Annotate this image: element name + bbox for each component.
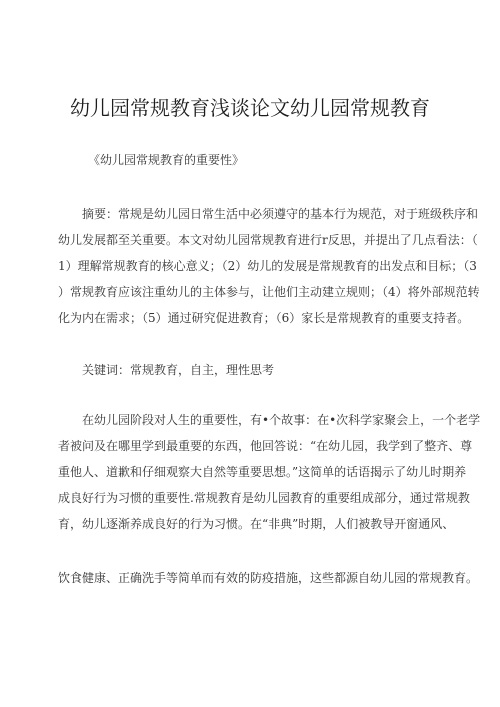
- keywords-line: 关键词：常规教育，自主，理性思考: [82, 363, 275, 377]
- abstract-line: ）常规教育应该注重幼儿的主体参与，让他们主动建立规则；（4）将外部规范转: [58, 285, 480, 299]
- body-paragraph-continued: 饮食健康、正确洗手等简单而有效的防疫措施，这些都源自幼儿园的常规教育。: [58, 571, 479, 585]
- document-subtitle: 《幼儿园常规教育的重要性》: [88, 153, 245, 167]
- abstract-line: 1）理解常规教育的核心意义；（2）幼儿的发展是常规教育的出发点和目标；（3: [58, 259, 477, 273]
- abstract-line: 化为内在需求；（5）通过研究促进教育；（6）家长是常规教育的重要支持者。: [58, 311, 470, 325]
- abstract-paragraph: [58, 201, 480, 331]
- body-line: 在幼儿园阶段对人生的重要性，有•个故事：在•次科学家聚会上，一个老学: [58, 413, 481, 427]
- body-line: 重他人、道歉和仔细观察大自然等重要思想。”这简单的话语揭示了幼儿时期养: [58, 465, 467, 479]
- document-title: 幼儿园常规教育浅谈论文幼儿园常规教育: [70, 96, 430, 120]
- body-paragraph: [58, 407, 481, 537]
- abstract-line: 幼儿发展都至关重要。本文对幼儿园常规教育进行r反思，并提出了几点看法：（: [58, 233, 478, 247]
- body-line: 者被问及在哪里学到最重要的东西，他回答说：“在幼儿园，我学到了整齐、尊: [58, 439, 473, 453]
- body-line: 育，幼儿逐渐养成良好的行为习惯。在“非典”时期，人们被教导开窗通风、: [58, 517, 455, 531]
- body-line: 成良好行为习惯的重要性.常规教育是幼儿园教育的重要组成部分，通过常规教: [58, 491, 470, 505]
- abstract-line: 摘要：常规是幼儿园日常生活中必须遵守的基本行为规范，对于班级秩序和: [58, 207, 479, 221]
